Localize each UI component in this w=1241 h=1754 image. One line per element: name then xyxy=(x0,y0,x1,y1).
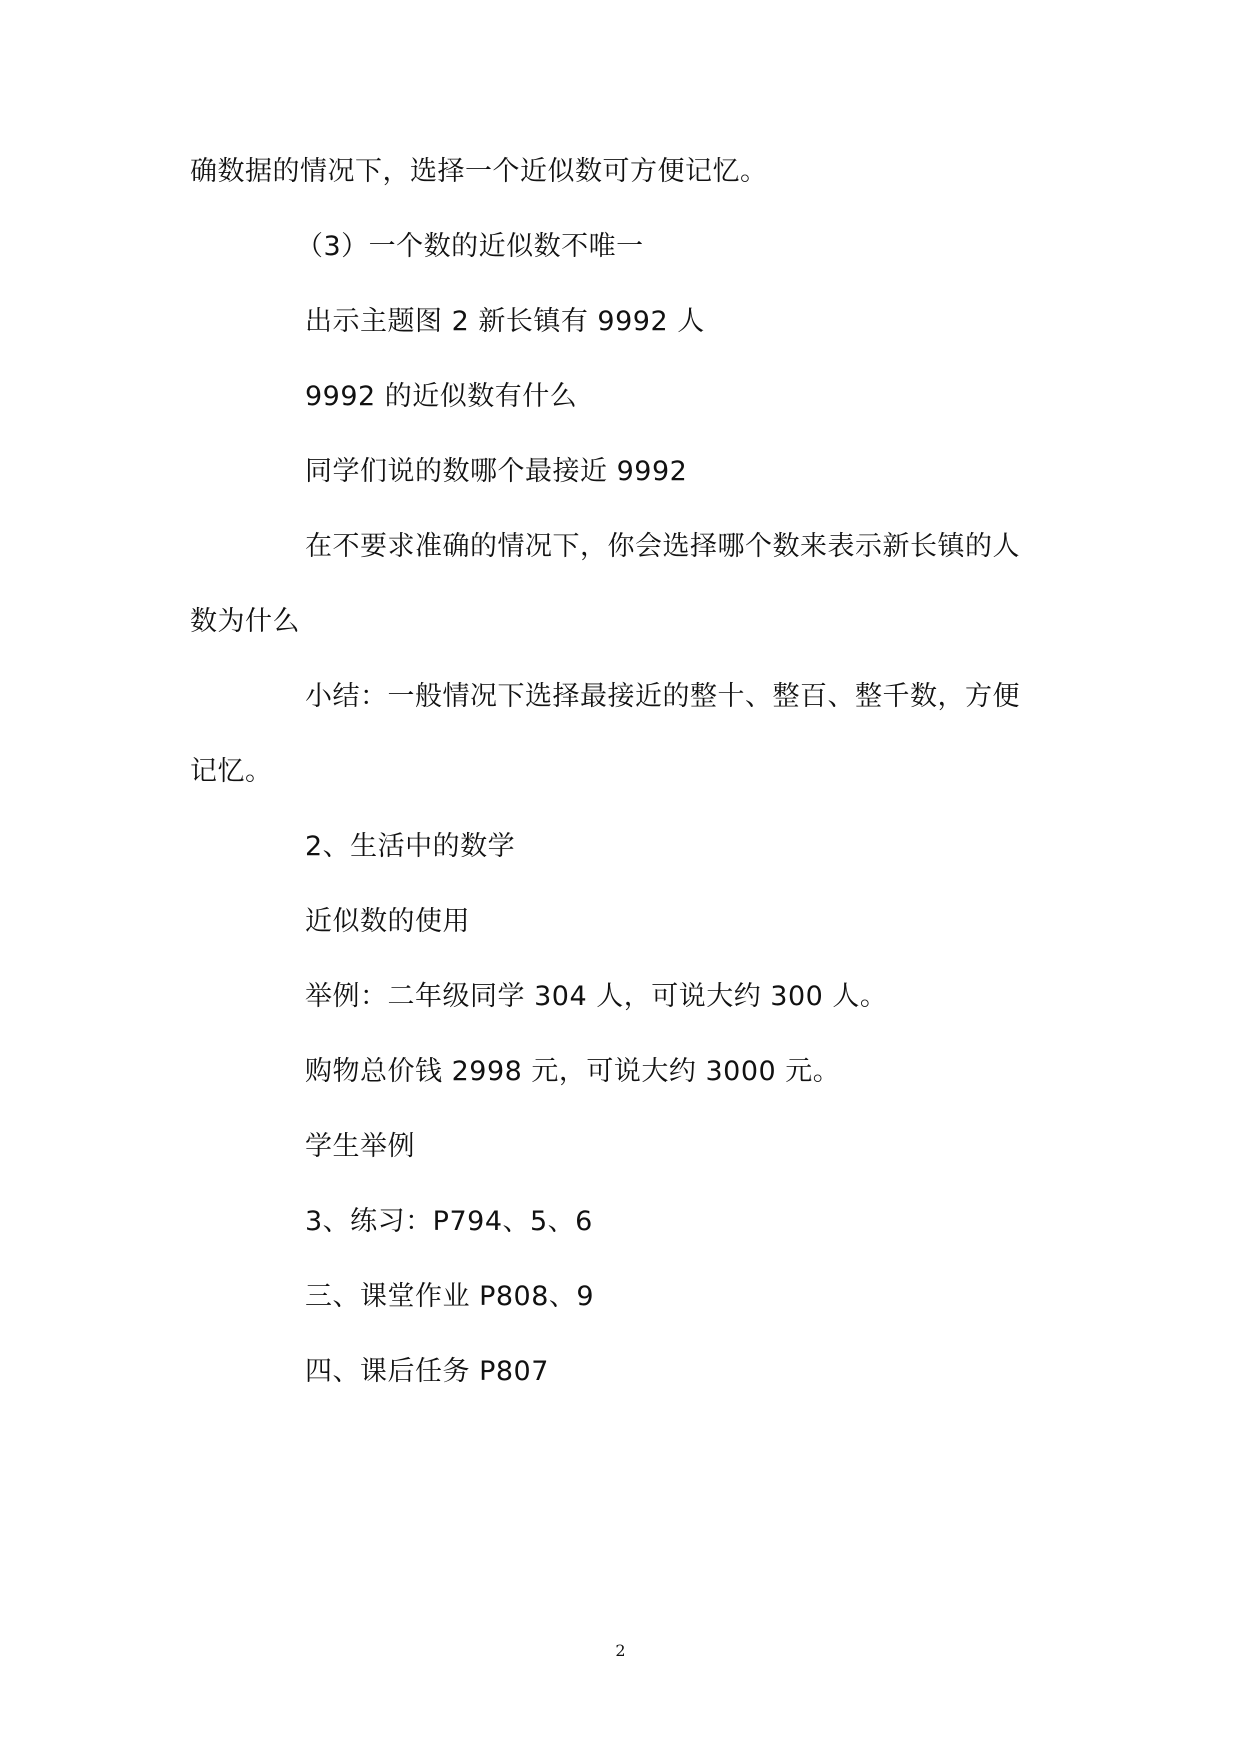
paragraph-line-continuation: 数为什么 xyxy=(190,606,300,637)
paragraph-line: 出示主题图 2 新长镇有 9992 人 xyxy=(305,306,705,337)
paragraph-line: 9992 的近似数有什么 xyxy=(305,381,578,412)
section-heading-3: 3、练习：P794、5、6 xyxy=(305,1206,593,1237)
paragraph-line: 同学们说的数哪个最接近 9992 xyxy=(305,456,688,487)
paragraph-line: 近似数的使用 xyxy=(305,906,470,937)
section-heading-classwork: 三、课堂作业 P808、9 xyxy=(305,1281,595,1312)
example-line: 举例：二年级同学 304 人，可说大约 300 人。 xyxy=(305,981,888,1012)
summary-line-continuation: 记忆。 xyxy=(190,756,273,787)
example-line: 购物总价钱 2998 元，可说大约 3000 元。 xyxy=(305,1056,841,1087)
page-number: 2 xyxy=(615,1641,626,1660)
paragraph-line: 学生举例 xyxy=(305,1131,415,1162)
section-heading-2: 2、生活中的数学 xyxy=(305,831,516,862)
summary-line: 小结：一般情况下选择最接近的整十、整百、整千数，方便 xyxy=(305,681,1020,712)
paragraph-line-continuation: 确数据的情况下，选择一个近似数可方便记忆。 xyxy=(190,156,768,187)
subheading-3: （3）一个数的近似数不唯一 xyxy=(296,231,644,262)
paragraph-line: 在不要求准确的情况下，你会选择哪个数来表示新长镇的人 xyxy=(305,531,1020,562)
section-heading-homework: 四、课后任务 P807 xyxy=(305,1356,549,1387)
